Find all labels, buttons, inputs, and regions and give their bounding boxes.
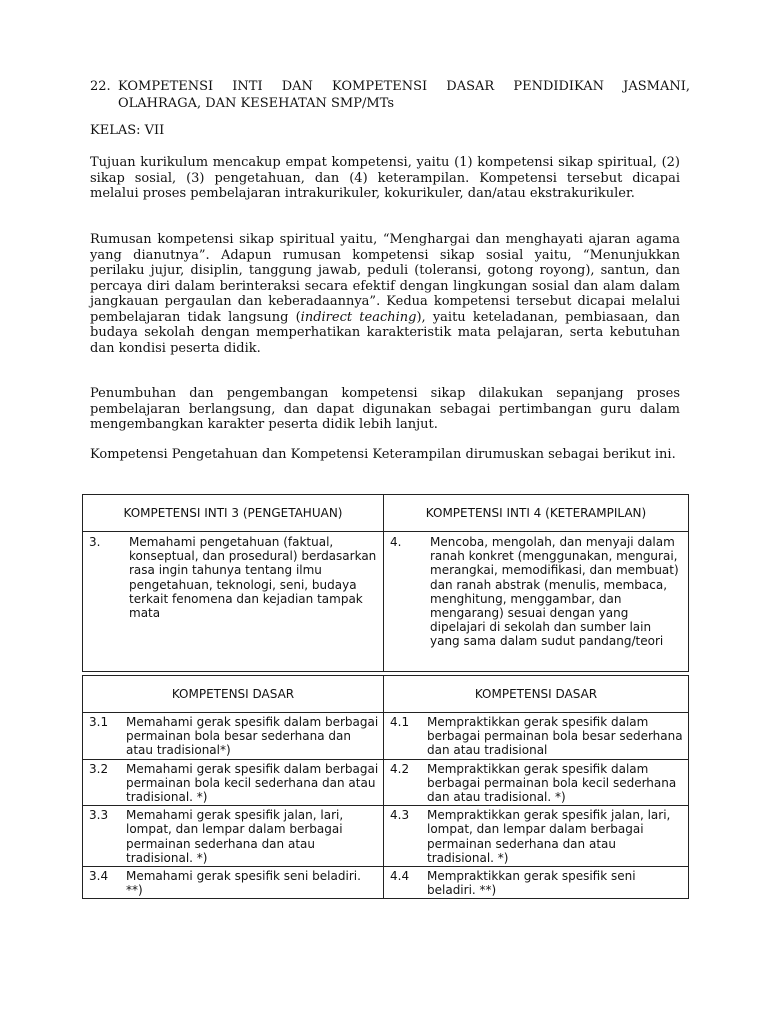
class-label: KELAS: VII [90, 123, 165, 138]
kd-number: 4.2 [390, 761, 410, 776]
kd-number: 3.1 [89, 715, 109, 729]
table-row [83, 713, 689, 760]
ki3-text: Memahami pengetahuan (faktual, konseptual, dan prosedural) berdasarkan rasa ingin tahunya tentang ilmu pengetahuan, teknologi, seni, budaya terkait fenomena dan kejadian tampak mata [129, 535, 377, 621]
core-competence-table [82, 494, 689, 672]
ki3-cell [83, 532, 384, 672]
kd-text: Mempraktikkan gerak spesifik dalam berbagai permainan bola besar sederhana dan atau tradisional [427, 715, 683, 758]
table-row [83, 806, 689, 867]
section-heading [90, 78, 690, 112]
paragraph-attitude-competence [90, 232, 680, 356]
ki4-header: KOMPETENSI INTI 4 (KETERAMPILAN) [384, 495, 689, 532]
paragraph-attitude-italic: indirect teaching [300, 309, 417, 325]
kd-text: Mempraktikkan gerak spesifik dalam berbagai permainan bola kecil sederhana dan atau tradisional. *) [427, 761, 677, 805]
paragraph-attitude-text-a: Rumusan kompetensi sikap spiritual yaitu, “Menghargai dan menghayati ajaran agama yang dianutnya”. Adapun rumusan kompetensi sikap sosial yaitu, “Menunjukkan perilaku jujur, disiplin, tanggung jawab, peduli (toleransi, gotong royong), santun, dan percaya diri dalam berinteraksi secara efektif dengan lingkungan sosial dan alam dalam jangkauan pergaulan dan keberadaannya”. Kedua kompetensi tersebut dicapai melalui pembelajaran tidak langsung ( [90, 232, 680, 325]
kd-number: 3.3 [89, 808, 109, 823]
kd-text: Memahami gerak spesifik dalam berbagai permainan bola besar sederhana dan atau tradisional*) [126, 715, 379, 758]
kd-number: 4.4 [390, 869, 410, 884]
paragraph-attitude-text-b: ), yaitu keteladanan, pembiasaan, dan budaya sekolah dengan memperhatikan karakteristik mata pelajaran, serta kebutuhan dan kondisi peserta didik. [90, 309, 681, 356]
table-row [83, 867, 689, 899]
paragraph-intro-tables: Kompetensi Pengetahuan dan Kompetensi Keterampilan dirumuskan sebagai berikut ini. [90, 447, 676, 462]
kd-text: Mempraktikkan gerak spesifik seni beladiri. **) [427, 869, 636, 898]
table-row [83, 759, 689, 806]
kd-number: 3.2 [89, 761, 109, 776]
ki3-number: 3. [89, 535, 101, 549]
kd-text: Memahami gerak spesifik seni beladiri. **) [126, 869, 361, 898]
section-number: 22. [90, 79, 111, 94]
paragraph-curriculum-goals: Tujuan kurikulum mencakup empat kompetensi, yaitu (1) kompetensi sikap spiritual, (2) sikap sosial, (3) pengetahuan, dan (4) keterampilan. Kompetensi tersebut dicapai melalui proses pembelajaran intrakurikuler, kokurikuler, dan/atau ekstrakurikuler. [90, 155, 680, 201]
kd-header-left: KOMPETENSI DASAR [83, 676, 384, 713]
ki4-cell [384, 532, 689, 672]
kd-number: 4.1 [390, 715, 410, 729]
paragraph-attitude-development: Penumbuhan dan pengembangan kompetensi sikap dilakukan sepanjang proses pembelajaran berlangsung, dan dapat digunakan sebagai pertimbangan guru dalam mengembangkan karakter peserta didik lebih lanjut. [90, 386, 680, 432]
ki4-text: Mencoba, mengolah, dan menyaji dalam ranah konkret (menggunakan, mengurai, merangkai, memodifikasi, dan membuat) dan ranah abstrak (menulis, membaca, menghitung, menggambar, dan mengarang) sesuai dengan yang dipelajari di sekolah dan sumber lain yang sama dalam sudut pandang/teori [430, 535, 679, 649]
section-title-line-2: OLAHRAGA, DAN KESEHATAN SMP/MTs [118, 96, 395, 111]
kd-text: Memahami gerak spesifik jalan, lari, lompat, dan lempar dalam berbagai permainan sederhana dan atau tradisional. *) [126, 808, 344, 865]
kd-text: Memahami gerak spesifik dalam berbagai permainan bola kecil sederhana dan atau tradisional. *) [126, 761, 379, 805]
kd-text: Mempraktikkan gerak spesifik jalan, lari, lompat, dan lempar dalam berbagai permainan sederhana dan atau tradisional. *) [427, 808, 671, 865]
ki3-header: KOMPETENSI INTI 3 (PENGETAHUAN) [83, 495, 384, 532]
section-title-line-1: KOMPETENSI INTI DAN KOMPETENSI DASAR PENDIDIKAN JASMANI, [118, 79, 690, 94]
kd-number: 3.4 [89, 869, 109, 884]
basic-competence-table [82, 675, 689, 899]
kd-number: 4.3 [390, 808, 410, 823]
kd-header-right: KOMPETENSI DASAR [384, 676, 689, 713]
ki4-number: 4. [390, 535, 402, 549]
